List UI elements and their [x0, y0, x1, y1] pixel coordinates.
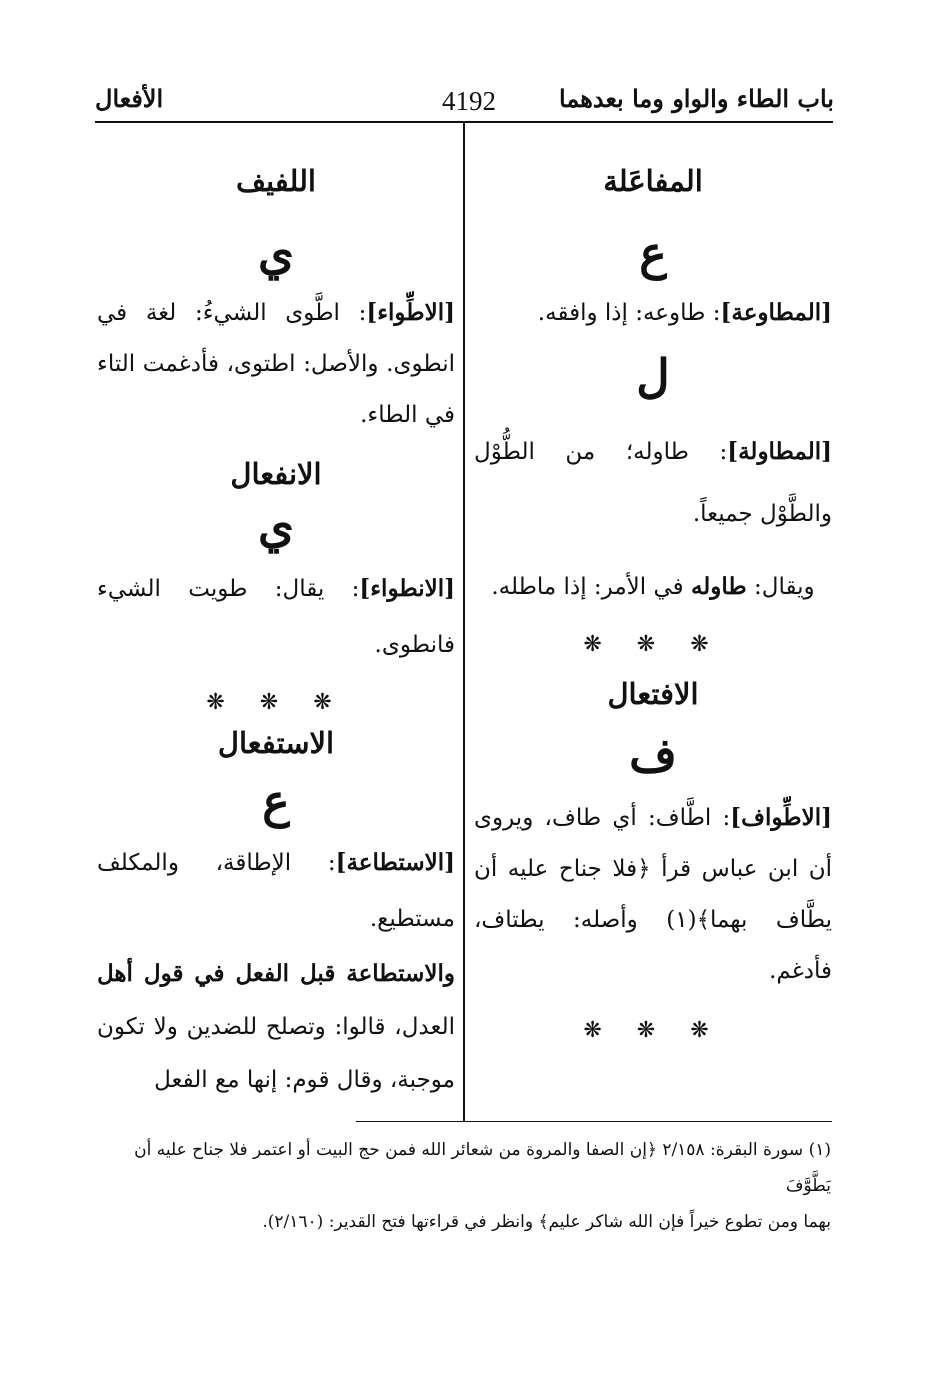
root-letter: ع: [639, 225, 667, 280]
entry-term: طاوله: [690, 573, 747, 601]
root-letter: ع: [262, 773, 290, 828]
right-column: [474, 160, 832, 1051]
entry: [97, 561, 455, 673]
entry: [97, 835, 455, 947]
section-heading: المفاعَلة: [603, 164, 703, 198]
section-running-title: الأفعال: [95, 84, 164, 113]
entry-term: [الاستطاعة]: [335, 849, 455, 877]
entry-text: : الإطاقة، والمكلف مستطيع.: [97, 850, 455, 933]
entry-text: : اطَّوى الشيءُ: لغة في انطوى. والأصل: اطتوى، فأدغمت التاء في الطاء.: [97, 300, 455, 429]
root-letter: ي: [257, 498, 294, 553]
entry-term: والاستطاعة قبل الفعل في قول أهل: [97, 960, 455, 988]
entry-text: : طاوله؛ من الطُّوْل والطَّوْل جميعاً.: [474, 439, 832, 528]
root-letter: ف: [629, 728, 677, 783]
section-heading: الافتعال: [607, 676, 699, 711]
page-number: 4192: [442, 86, 496, 116]
separator-stars: ❋ ❋ ❋: [206, 689, 346, 715]
section-heading: الانفعال: [230, 457, 322, 492]
entry-text: ويقال:: [746, 574, 815, 601]
root-letter: ي: [257, 225, 294, 280]
entry: [474, 421, 832, 545]
footnote-line: بهما ومن تطوع خيراً فإن الله شاكر عليم﴾ وانظر في قراءتها فتح القدير: (٢/١٦٠).: [262, 1212, 831, 1232]
entry-term: [الانطواء]: [359, 574, 455, 602]
entry: [474, 792, 832, 997]
chapter-title: باب الطاء والواو وما بعدهما: [559, 84, 834, 113]
entry-term: [المطاوعة]: [720, 299, 832, 327]
entry: [97, 947, 455, 1107]
footnote-line: (١) سورة البقرة: ٢/١٥٨ ﴿إن الصفا والمروة من شعائر الله فمن حج البيت أو اعتمر فلا جناح عليه أن يَطَّوَّفَ: [134, 1140, 831, 1196]
entry-term: [الاطِّواء]: [366, 299, 455, 327]
root-letter: ل: [636, 349, 670, 404]
entry-text: : طاوعه: إذا وافقه.: [537, 300, 721, 327]
entry-text: : يقال: طويت الشيء فانطوى.: [97, 575, 455, 658]
entry-text: : اطَّاف: أي طاف، ويروى أن ابن عباس قرأ ﴿فلا جناح عليه أن يطَّاف بهما﴾(١) وأصله: يطتاف، فأدغم.: [474, 804, 832, 984]
column-divider: [463, 123, 465, 1121]
footnote-rule: [356, 1121, 832, 1122]
entry-text: في الأمر: إذا ماطله.: [491, 574, 691, 601]
entry-term: [المطاولة]: [727, 438, 832, 466]
separator-stars: ❋ ❋ ❋: [583, 1017, 723, 1043]
entry: [474, 561, 832, 613]
entry-term: [الاطِّواف]: [730, 803, 832, 831]
section-heading: اللفيف: [236, 164, 316, 198]
separator-stars: ❋ ❋ ❋: [583, 632, 723, 658]
section-heading: الاستفعال: [217, 726, 335, 761]
entry: [474, 287, 832, 339]
entry: [97, 287, 455, 441]
entry-text: العدل، قالوا: وتصلح للضدين ولا تكون موجبة، وقال قوم: إنها مع الفعل: [97, 1014, 455, 1094]
left-column: [97, 160, 455, 1107]
footnote: [111, 1132, 831, 1240]
